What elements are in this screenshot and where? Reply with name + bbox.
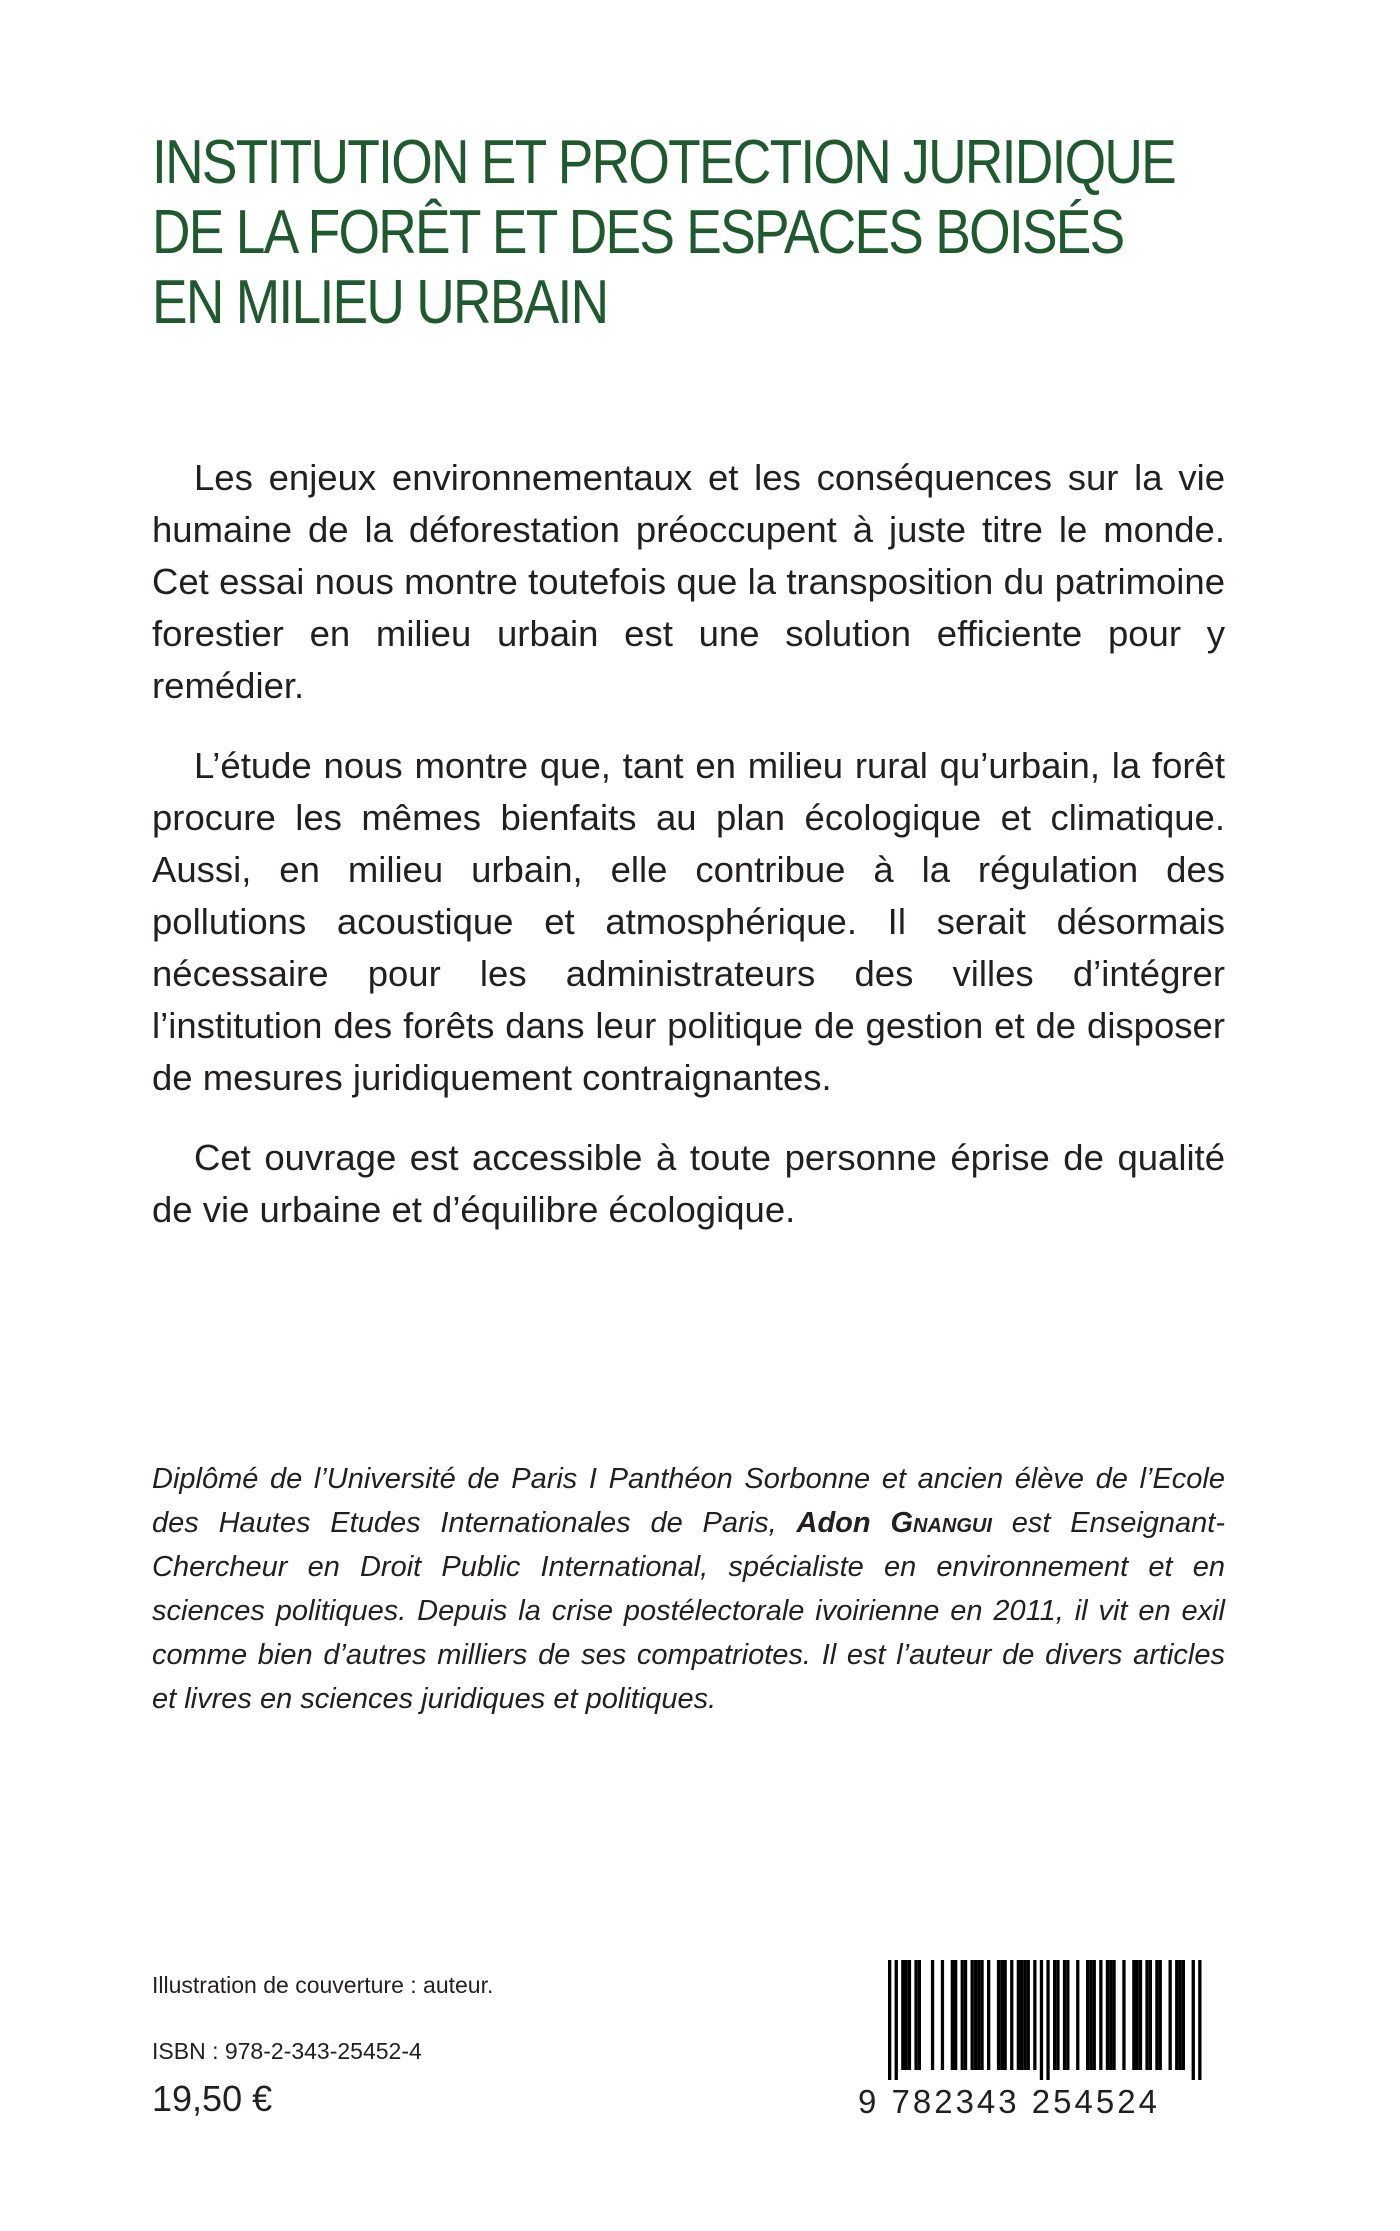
barcode-bar <box>1109 1960 1112 2070</box>
barcode-bar <box>1175 1960 1178 2070</box>
author-bio-end: est Enseignant-Chercheur en Droit Public International, spécialiste en environnement et en sciences politiques. Depuis la crise postélectorale ivoirienne en 2011, il vit en exil comme bien d’autres milliers de ses compatriotes. Il est l’auteur de divers articles et livres en sciences juridiques et politiques. <box>152 1507 1225 1715</box>
barcode-bars-icon <box>858 1960 1238 2080</box>
barcode-bar <box>1145 1960 1148 2070</box>
barcode-bar <box>1099 1960 1102 2070</box>
barcode-bar <box>1046 1960 1049 2080</box>
title-line-1: INSTITUTION ET PROTECTION JURIDIQUE <box>152 128 1176 197</box>
barcode-bar <box>1020 1960 1023 2070</box>
barcode-bar <box>1182 1960 1185 2070</box>
barcode-bar <box>905 1960 908 2070</box>
barcode-bar <box>1192 1960 1195 2080</box>
barcode-bar <box>1178 1960 1181 2070</box>
author-first-name: Adon <box>796 1507 871 1539</box>
barcode-bar <box>1053 1960 1056 2070</box>
barcode-bar <box>1093 1960 1096 2070</box>
blurb-paragraph-3: Cet ouvrage est accessible à toute personne éprise de qualité de vie urbaine et d’équilibre écologique. <box>152 1137 1225 1230</box>
barcode-bar <box>914 1960 917 2070</box>
barcode-bar <box>1076 1960 1079 2070</box>
barcode-bar <box>971 1960 974 2070</box>
author-last-name: Gnangui <box>890 1507 992 1539</box>
barcode-bar <box>1149 1960 1152 2070</box>
barcode-bar <box>1169 1960 1172 2070</box>
author-bio <box>152 1457 1225 1721</box>
barcode-bar <box>901 1960 904 2070</box>
title-line-2: DE LA FORÊT ET DES ESPACES BOISÉS <box>152 198 1124 267</box>
barcode-bar <box>951 1960 954 2070</box>
barcode-bar <box>1089 1960 1092 2070</box>
barcode-bar <box>977 1960 980 2070</box>
barcode-bar <box>1112 1960 1115 2070</box>
barcode-bar <box>1023 1960 1026 2070</box>
barcode-bar <box>1155 1960 1158 2070</box>
barcode-bar <box>1139 1960 1142 2070</box>
barcode-bar <box>941 1960 944 2070</box>
barcode-bar <box>1056 1960 1059 2070</box>
isbn: ISBN : 978-2-343-25452-4 <box>152 2038 422 2064</box>
title-line-3: EN MILIEU URBAIN <box>152 268 608 337</box>
barcode-bar <box>1063 1960 1066 2070</box>
barcode-bar <box>1040 1960 1043 2080</box>
barcode-bar <box>1086 1960 1089 2070</box>
barcode-bar <box>987 1960 990 2070</box>
barcode-bar <box>931 1960 934 2070</box>
blurb-paragraph-2: L’étude nous montre que, tant en milieu rural qu’urbain, la forêt procure les mêmes bienfaits au plan écologique et climatique. Aussi, en milieu urbain, elle contribue à la régulation des pollutions acoustique et atmosphérique. Il serait désormais nécessaire pour les administrateurs des villes d’intégrer l’institution des forêts dans leur politique de gestion et de disposer de mesures juridiquement contraignantes. <box>152 745 1225 1098</box>
barcode-bar <box>964 1960 967 2070</box>
barcode-bar <box>954 1960 957 2070</box>
barcode-bar <box>908 1960 911 2070</box>
barcode-bar <box>1027 1960 1030 2070</box>
barcode-bar <box>888 1960 891 2080</box>
barcode-bar <box>974 1960 977 2070</box>
barcode-bar <box>980 1960 983 2070</box>
barcode-bar <box>961 1960 964 2070</box>
barcode-bar <box>1017 1960 1020 2070</box>
barcode-bar <box>1106 1960 1109 2070</box>
back-cover-blurb <box>152 452 1225 1264</box>
illustration-credit: Illustration de couverture : auteur. <box>152 1972 494 1998</box>
blurb-paragraph-1: Les enjeux environnementaux et les conséquences sur la vie humaine de la déforestation préoccupent à juste titre le monde. Cet essai nous montre toutefois que la transposition du patrimoine forestier en milieu urbain est une solution efficiente pour y remédier. <box>152 457 1225 706</box>
barcode-bar <box>1159 1960 1162 2070</box>
barcode-bar <box>1033 1960 1036 2070</box>
barcode-bar <box>1004 1960 1007 2070</box>
barcode-bar <box>895 1960 898 2080</box>
price: 19,50 € <box>152 2078 273 2119</box>
barcode-bar <box>997 1960 1000 2070</box>
barcode-bar <box>1132 1960 1135 2070</box>
barcode-bar <box>918 1960 921 2070</box>
barcode-bar <box>1000 1960 1003 2070</box>
barcode-bar <box>1010 1960 1013 2070</box>
barcode-bar <box>1066 1960 1069 2070</box>
barcode-digits: 9 782343 254524 <box>858 2083 1160 2120</box>
barcode-bar <box>1136 1960 1139 2070</box>
barcode-bar <box>1198 1960 1201 2080</box>
author-bio-start: Diplômé de l’Université de Paris I Panthéon Sorbonne et ancien élève de l’Ecole des Hautes Etudes Internationales de Paris, <box>152 1463 1225 1539</box>
author-name <box>797 1507 992 1539</box>
book-title <box>152 128 1176 338</box>
barcode-bar <box>1122 1960 1125 2070</box>
